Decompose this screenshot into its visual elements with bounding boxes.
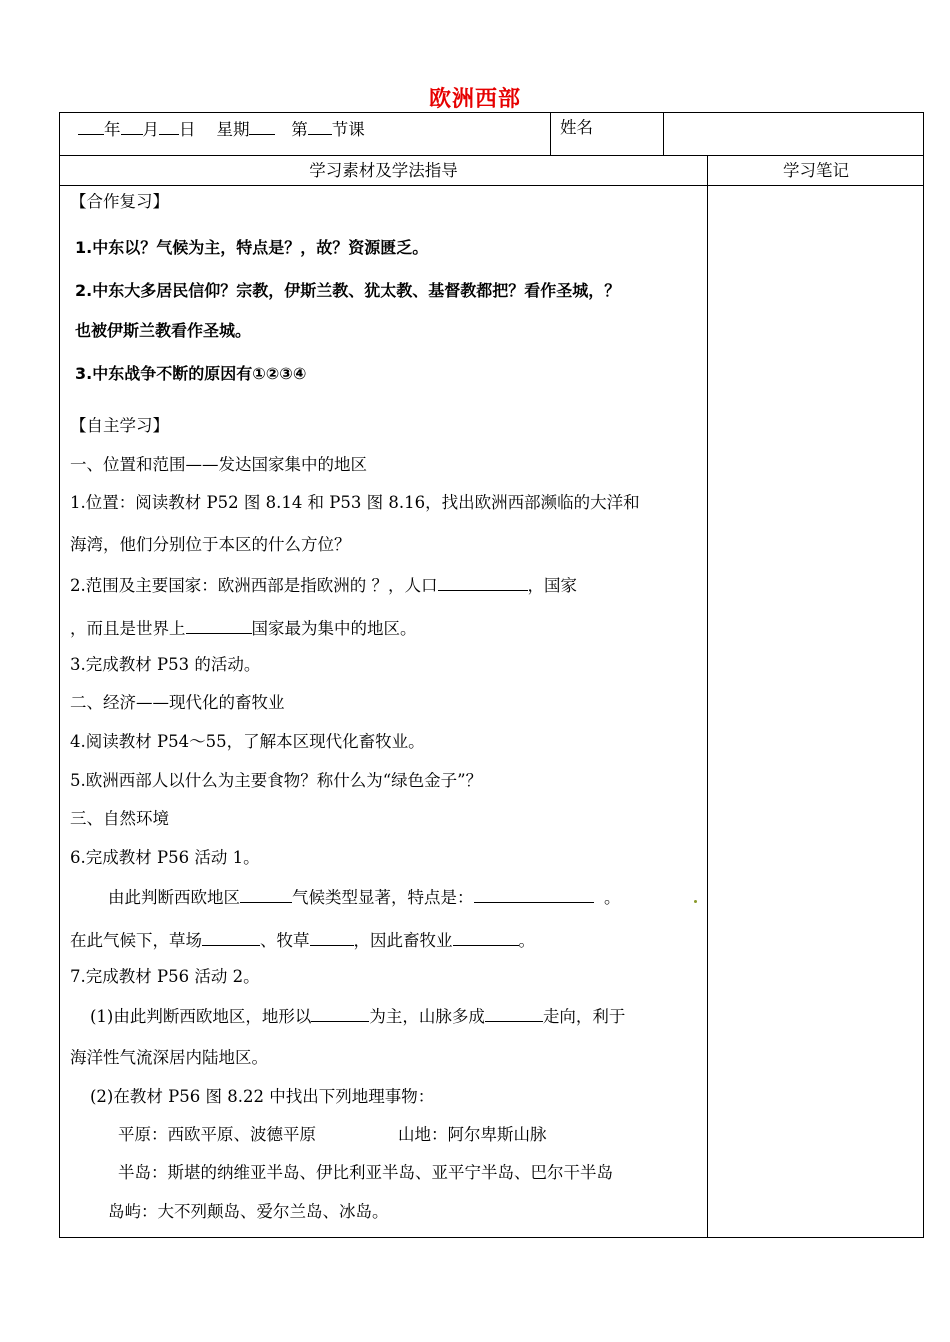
column-header-materials: 学习素材及学法指导 — [309, 161, 458, 180]
section-3-title: 三、自然环境 — [70, 809, 169, 828]
country-type-blank[interactable] — [186, 617, 252, 634]
question-7: 7.完成教材 P56 活动 2。 — [70, 967, 260, 986]
plains-list: 平原：西欧平原、波德平原 — [118, 1125, 316, 1144]
question-7-1-cont: 海洋性气流深居内陆地区。 — [70, 1048, 268, 1067]
weekday-blank[interactable] — [249, 118, 275, 135]
question-4: 4.阅读教材 P54～55，了解本区现代化畜牧业。 — [70, 732, 425, 751]
grass-blank[interactable] — [310, 929, 354, 946]
column-header-notes: 学习笔记 — [783, 161, 849, 180]
date-line: 年 月 日 星期 第 节课 — [78, 118, 365, 140]
review-heading: 【合作复习】 — [70, 192, 169, 211]
question-1: 1.位置：阅读教材 P52 图 8.14 和 P53 图 8.16，找出欧洲西部濒临的大洋和 — [70, 493, 640, 512]
row-divider — [59, 155, 924, 156]
cell-divider — [550, 112, 551, 155]
question-6-livestock: 在此气候下，草场 、牧草 ，因此畜牧业 。 — [70, 931, 535, 950]
day-blank[interactable] — [159, 118, 179, 135]
self-study-heading: 【自主学习】 — [70, 416, 169, 435]
page-title: 欧洲西部 — [428, 87, 521, 112]
livestock-blank[interactable] — [453, 929, 519, 946]
mountains-list: 山地：阿尔卑斯山脉 — [398, 1125, 547, 1144]
climate-type-blank[interactable] — [240, 886, 292, 903]
question-6: 6.完成教材 P56 活动 1。 — [70, 848, 260, 867]
section-2-title: 二、经济——现代化的畜牧业 — [70, 693, 285, 712]
mark-dot — [694, 900, 697, 903]
section-1-title: 一、位置和范围——发达国家集中的地区 — [70, 455, 367, 474]
climate-feature-blank[interactable] — [474, 886, 594, 903]
question-6-climate: 由此判断西欧地区 气候类型显著，特点是： 。 — [108, 888, 621, 907]
name-label: 姓名 — [560, 118, 593, 137]
question-2-cont: ，而且是世界上 国家最为集中的地区。 — [70, 619, 417, 638]
notes-area[interactable] — [708, 186, 923, 1237]
question-5: 5.欧洲西部人以什么为主要食物？称什么为“绿色金子”？ — [70, 771, 483, 790]
question-7-1: (1)由此判断西欧地区，地形以 为主，山脉多成 走向，利于 — [90, 1007, 626, 1026]
terrain-blank[interactable] — [311, 1005, 369, 1022]
review-question-2-cont: 也被伊斯兰教看作圣城。 — [75, 321, 252, 340]
question-2: 2.范围及主要国家：欧洲西部是指欧洲的 ？，人口 ，国家 — [70, 576, 577, 595]
month-blank[interactable] — [121, 118, 143, 135]
question-1-cont: 海湾，他们分别位于本区的什么方位？ — [70, 535, 351, 554]
name-field[interactable] — [664, 113, 923, 154]
islands-list: 岛屿：大不列颠岛、爱尔兰岛、冰岛。 — [108, 1202, 389, 1221]
review-question-3: 3.中东战争不断的原因有①②③④ — [75, 364, 307, 383]
population-blank[interactable] — [438, 574, 528, 591]
question-3: 3.完成教材 P53 的活动。 — [70, 655, 261, 674]
pasture-blank[interactable] — [202, 929, 260, 946]
review-question-1: 1.中东以？气候为主，特点是？，故？资源匮乏。 — [75, 238, 429, 257]
year-blank[interactable] — [78, 118, 104, 135]
peninsulas-list: 半岛：斯堪的纳维亚半岛、伊比利亚半岛、亚平宁半岛、巴尔干半岛 — [118, 1163, 613, 1182]
review-question-2: 2.中东大多居民信仰？宗教，伊斯兰教、犹太教、基督教都把？看作圣城，？ — [75, 281, 621, 300]
direction-blank[interactable] — [485, 1005, 543, 1022]
period-blank[interactable] — [308, 118, 332, 135]
question-7-2: (2)在教材 P56 图 8.22 中找出下列地理事物： — [90, 1087, 435, 1106]
